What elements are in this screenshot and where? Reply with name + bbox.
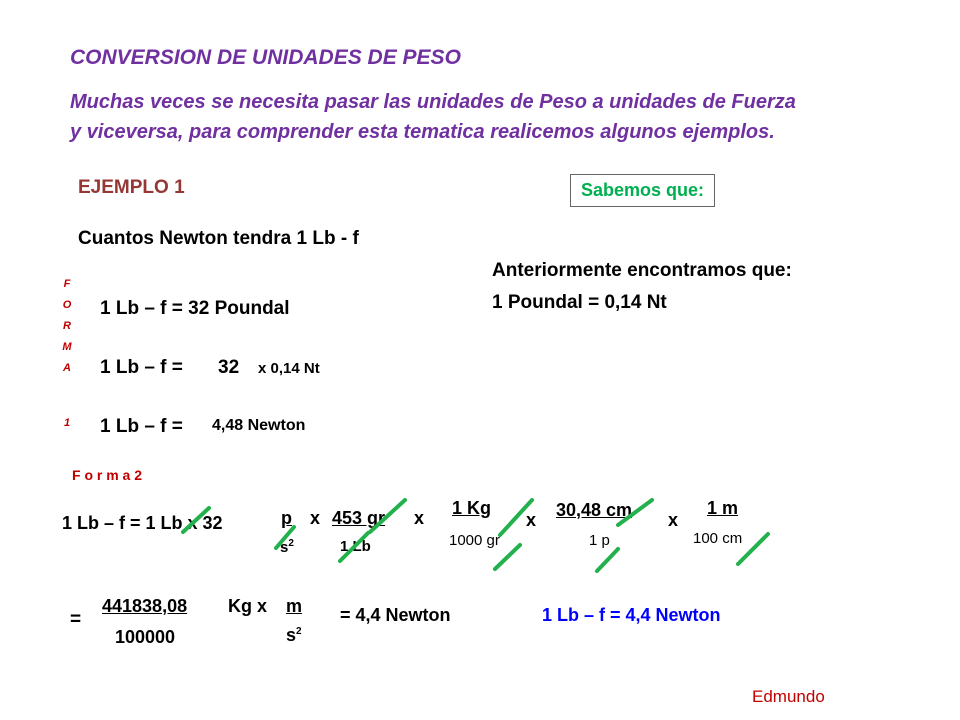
forma2-s2-denominator: $s^2$ (280, 538, 294, 556)
frac3-denominator: 1000 gr (449, 532, 500, 549)
result-numerator: 441838,08 (102, 596, 188, 616)
multiply-sign: x (526, 510, 537, 530)
sabemos-box: Sabemos que: (570, 174, 715, 207)
multiply-sign: x (668, 510, 679, 530)
cancel-slash (500, 500, 532, 535)
forma1-letter: F (63, 278, 71, 290)
previous-note-line-2: 1 Poundal = 0,14 Nt (492, 292, 667, 313)
result-kg: Kg x (228, 596, 268, 616)
forma1-letter: M (62, 341, 72, 353)
result-denominator: 100000 (115, 627, 176, 647)
result-s2-denominator: $s^2$ (286, 625, 302, 645)
frac5-denominator: 100 cm (693, 530, 743, 547)
forma1-letter: 1 (63, 417, 71, 429)
forma2-p-numerator: p (281, 508, 292, 528)
s-unit: s (280, 539, 289, 556)
result-m-numerator: m (286, 596, 303, 616)
frac4-denominator: 1 p (589, 532, 610, 549)
forma1-letter: O (62, 299, 72, 311)
s-unit: s (286, 625, 297, 645)
frac5-numerator: 1 m (707, 498, 739, 518)
intro-line-2: y viceversa, para comprender esta tematica realicemos algunos ejemplos. (70, 121, 775, 143)
forma1-letter: A (63, 362, 71, 374)
cancel-slash (738, 534, 768, 564)
cancel-slash (495, 545, 520, 569)
forma1-letter: R (63, 320, 71, 332)
intro-line-1: Muchas veces se necesita pasar las unidades de Peso a unidades de Fuerza (70, 91, 796, 113)
forma1-line-2-value: 32 (218, 357, 240, 378)
frac3-numerator: 1 Kg (452, 498, 492, 518)
final-answer: 1 Lb – f = 4,4 Newton (542, 605, 721, 625)
page-title: CONVERSION DE UNIDADES DE PESO (70, 46, 461, 69)
forma1-line-1: 1 Lb – f = 32 Poundal (100, 298, 290, 319)
result-equals: = (70, 609, 82, 630)
previous-note-line-1: Anteriormente encontramos que: (492, 260, 792, 281)
forma2-label: F o r m a 2 (72, 467, 143, 483)
forma1-line-2-mult: x 0,14 Nt (258, 360, 320, 377)
multiply-sign: x (414, 508, 425, 528)
cancel-slash (370, 500, 405, 532)
question: Cuantos Newton tendra 1 Lb - f (78, 228, 359, 249)
result-newton: = 4,4 Newton (340, 605, 451, 625)
forma1-line-3-lhs: 1 Lb – f = (100, 416, 183, 437)
cancel-slash (618, 500, 652, 525)
ejemplo-heading: EJEMPLO 1 (78, 177, 185, 198)
frac2-numerator: 453 gr (332, 508, 386, 528)
cancel-slash (597, 549, 618, 571)
cancel-slash (340, 533, 368, 561)
forma1-line-3-value: 4,48 Newton (212, 417, 306, 434)
cancel-slash (276, 527, 294, 548)
frac2-denominator: 1 Lb (340, 538, 371, 555)
author-signature: Edmundo (752, 687, 825, 706)
forma1-line-2-lhs: 1 Lb – f = (100, 357, 183, 378)
forma2-lhs: 1 Lb – f = 1 Lb x 32 (62, 513, 223, 533)
multiply-sign: x (310, 508, 321, 528)
frac4-numerator: 30,48 cm (556, 500, 633, 520)
cancel-slash (183, 508, 209, 532)
